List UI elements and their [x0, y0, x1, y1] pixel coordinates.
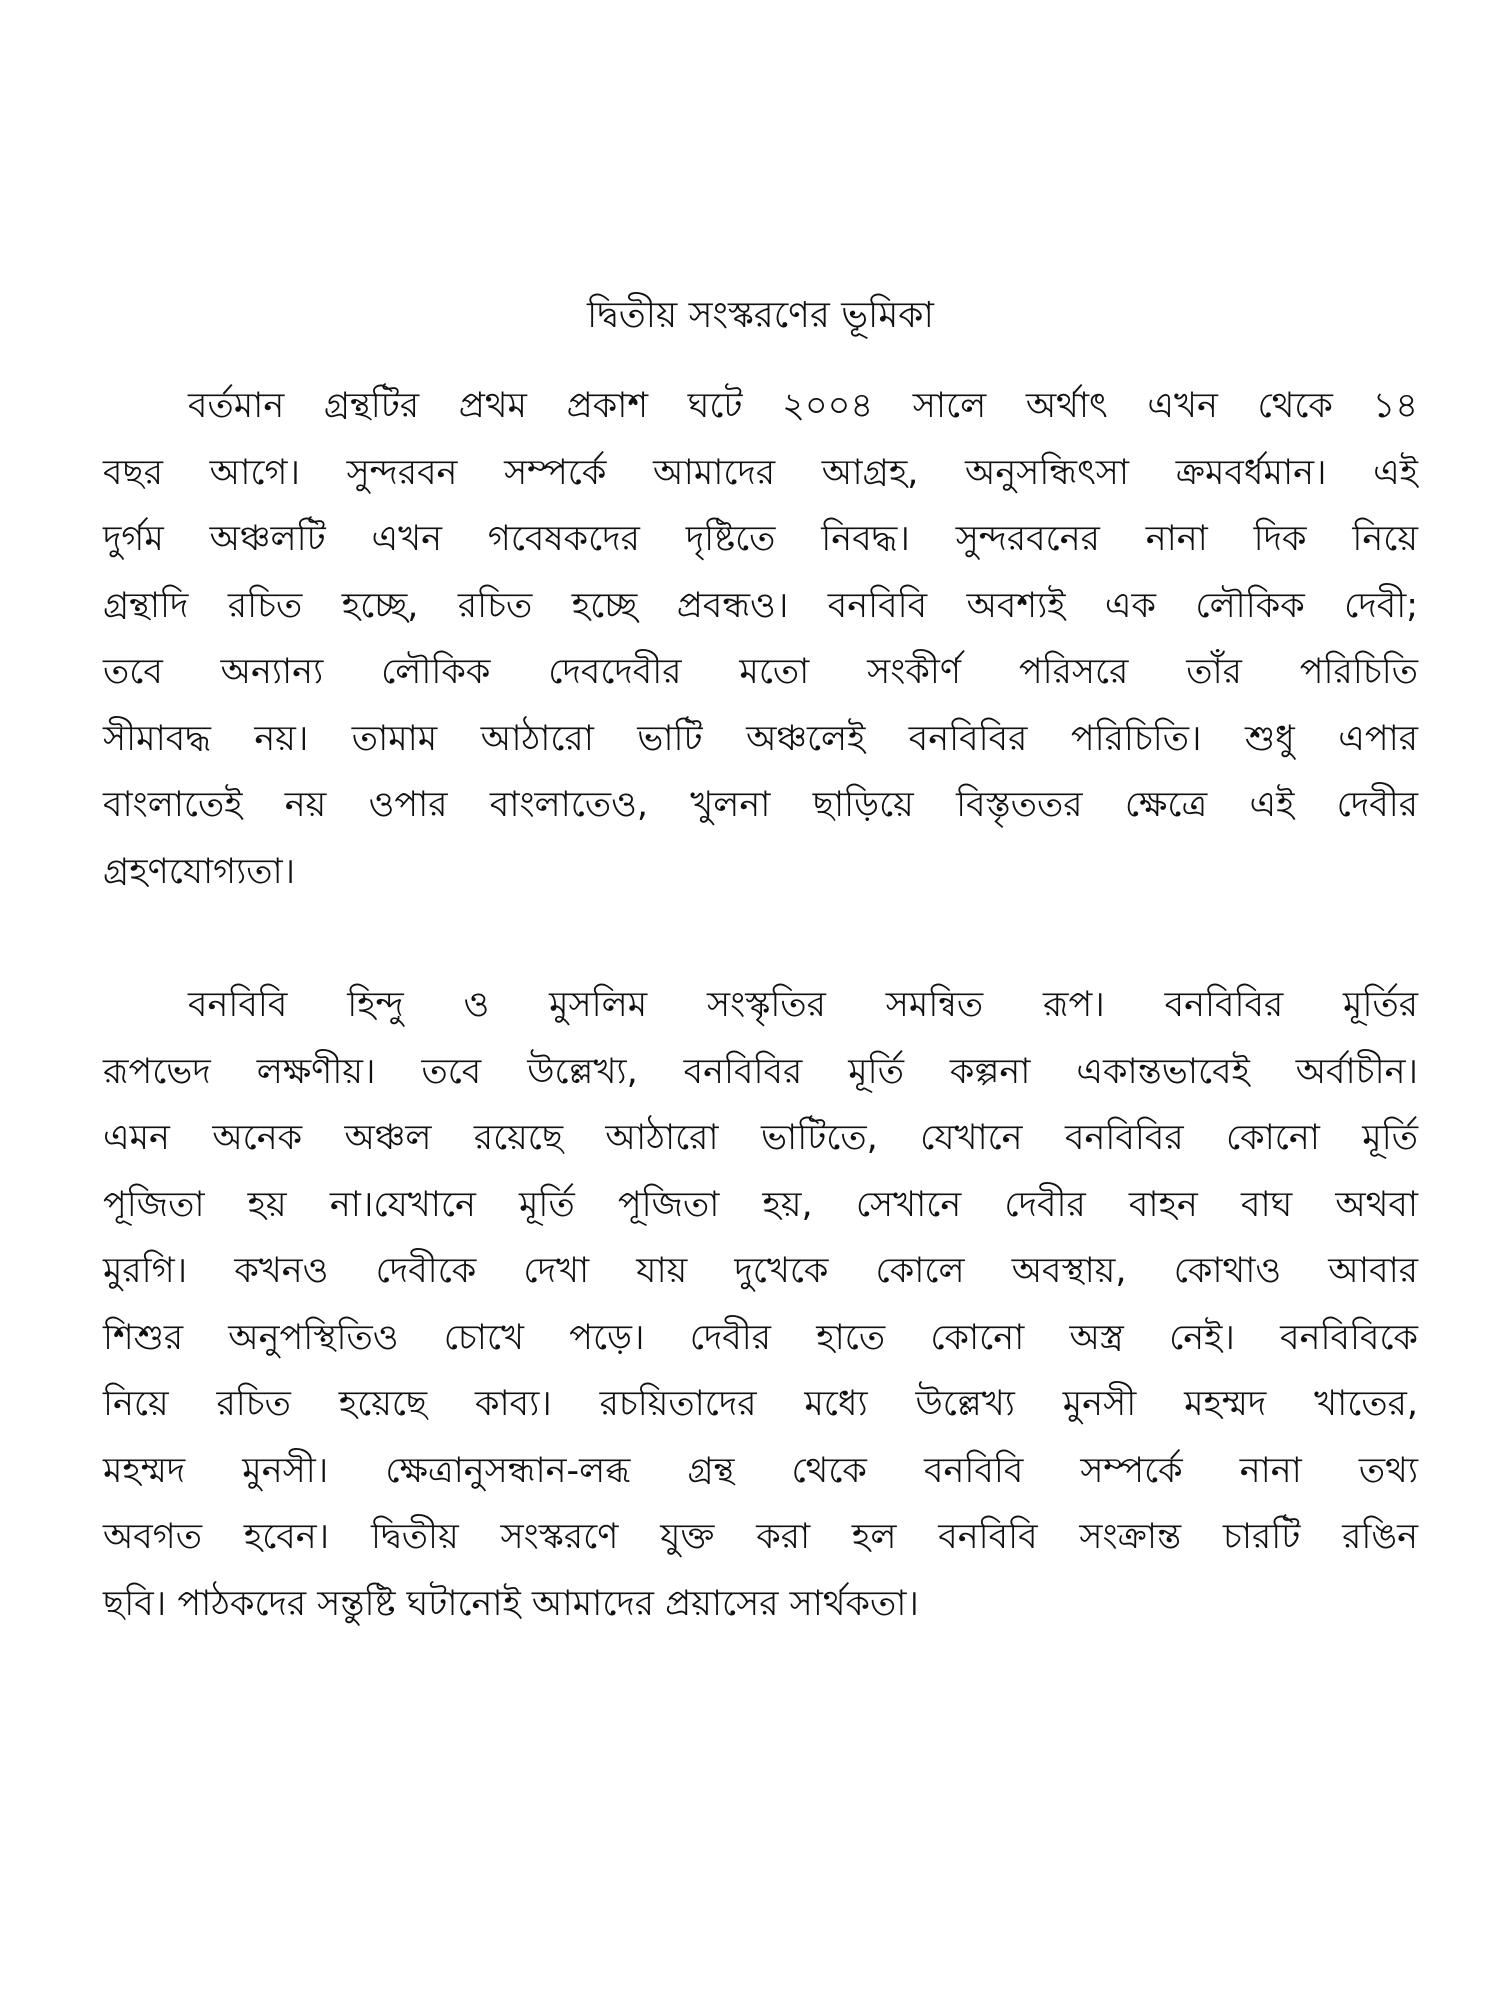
text-line: শিশুর অনুপস্থিতিও চোখে পড়ে। দেবীর হাতে কোনো অস্ত্র নেই। বনবিবিকে: [103, 1317, 1418, 1358]
text-line: মুরগি। কখনও দেবীকে দেখা যায় দুখেকে কোলে অবস্থায়, কোথাও আবার: [103, 1251, 1418, 1291]
text-line: তবে অন্যান্য লৌকিক দেবদেবীর মতো সংকীর্ণ পরিসরে তাঁর পরিচিতি: [103, 652, 1418, 692]
text-line: দুর্গম অঞ্চলটি এখন গবেষকদের দৃষ্টিতে নিবদ্ধ। সুন্দরবনের নানা দিক নিয়ে: [103, 519, 1418, 559]
text-line: মহম্মদ মুনসী। ক্ষেত্রানুসন্ধান-লব্ধ গ্রন্থ থেকে বনবিবি সম্পর্কে নানা তথ্য: [103, 1450, 1418, 1491]
text-line: পূজিতা হয় না।যেখানে মূর্তি পূজিতা হয়, সেখানে দেবীর বাহন বাঘ অথবা: [103, 1184, 1418, 1225]
text-line: গ্রহণযোগ্যতা।: [103, 851, 296, 892]
text-line: এমন অনেক অঞ্চল রয়েছে আঠারো ভাটিতে, যেখানে বনবিবির কোনো মূর্তি: [103, 1118, 1418, 1158]
page-title: দ্বিতীয় সংস্করণের ভূমিকা: [587, 295, 934, 336]
text-line: সীমাবদ্ধ নয়। তামাম আঠারো ভাটি অঞ্চলেই বনবিবির পরিচিতি। শুধু এপার: [103, 718, 1418, 759]
text-line: অবগত হবেন। দ্বিতীয় সংস্করণে যুক্ত করা হল বনবিবি সংক্রান্ত চারটি রঙিন: [103, 1517, 1418, 1557]
text-line: গ্রন্থাদি রচিত হচ্ছে, রচিত হচ্ছে প্রবন্ধও। বনবিবি অবশ্যই এক লৌকিক দেবী;: [103, 585, 1418, 626]
text-line: নিয়ে রচিত হয়েছে কাব্য। রচয়িতাদের মধ্যে উল্লেখ্য মুনসী মহম্মদ খাতের,: [103, 1384, 1418, 1424]
text-line: ছবি। পাঠকদের সন্তুষ্টি ঘটানোই আমাদের প্রয়াসের সার্থকতা।: [103, 1583, 919, 1624]
text-line: বর্তমান গ্রন্থটির প্রথম প্রকাশ ঘটে ২০০৪ সালে অর্থাৎ এখন থেকে ১৪: [188, 386, 1418, 426]
text-line: বনবিবি হিন্দু ও মুসলিম সংস্কৃতির সমন্বিত রূপ। বনবিবির মূর্তির: [188, 985, 1418, 1025]
text-line: বাংলাতেই নয় ওপার বাংলাতেও, খুলনা ছাড়িয়ে বিস্তৃততর ক্ষেত্রে এই দেবীর: [103, 785, 1418, 825]
text-line: রূপভেদ লক্ষণীয়। তবে উল্লেখ্য, বনবিবির মূর্তি কল্পনা একান্তভাবেই অর্বাচীন।: [103, 1051, 1418, 1092]
text-line: বছর আগে। সুন্দরবন সম্পর্কে আমাদের আগ্রহ, অনুসন্ধিৎসা ক্রমবর্ধমান। এই: [103, 452, 1418, 493]
paragraph-2: [103, 977, 1418, 1642]
paragraph-1: [103, 378, 1418, 910]
